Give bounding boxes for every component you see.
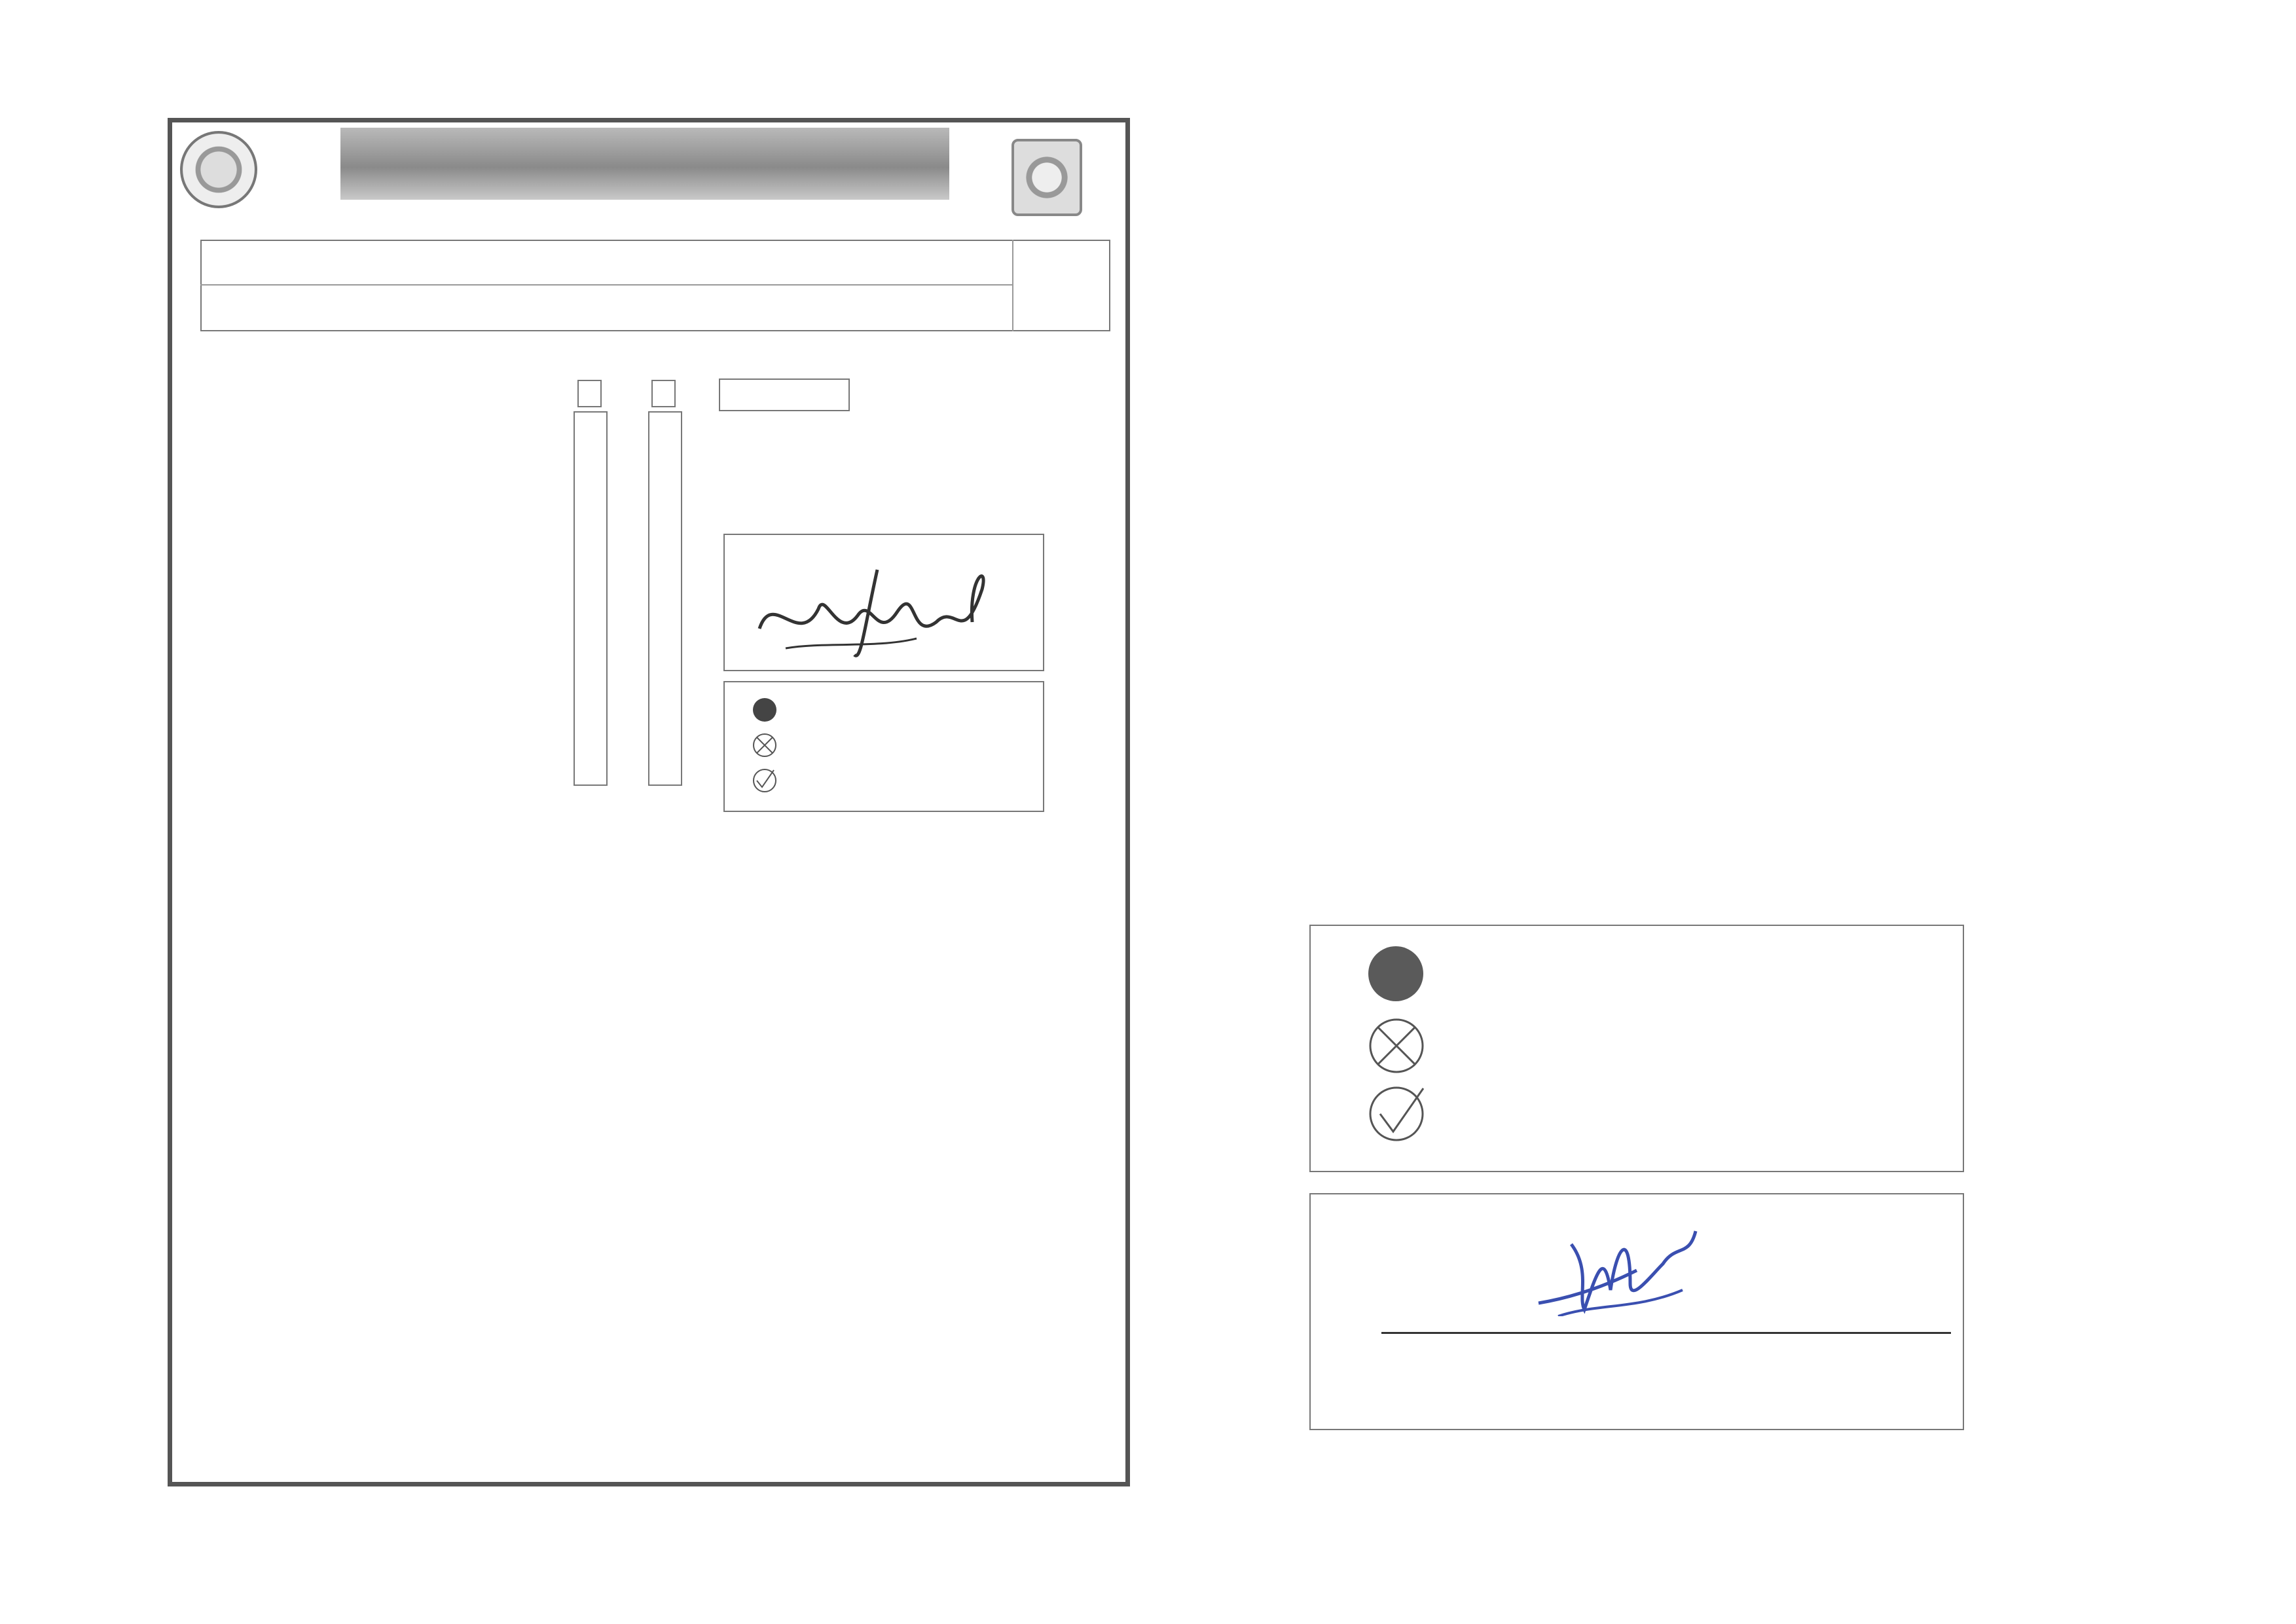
divider: [200, 284, 1012, 286]
student-signature-icon: [1532, 1205, 1715, 1316]
nivel-value-box: [719, 378, 850, 411]
filled-bubble-icon: [1368, 946, 1423, 1001]
header-banner: [340, 128, 949, 200]
sec-value-box: [651, 380, 676, 407]
ugel-emblem-icon: [1011, 139, 1082, 216]
checked-bubble-icon: [752, 767, 778, 794]
crossed-bubble-icon: [1367, 1016, 1426, 1075]
checked-bubble-icon: [1367, 1084, 1426, 1143]
filled-bubble-icon: [753, 698, 776, 722]
teacher-signature-icon: [746, 550, 1021, 668]
grado-column: [574, 411, 608, 786]
divider: [1012, 240, 1013, 331]
student-info-box: [200, 240, 1110, 331]
region-logo-icon: [180, 131, 257, 208]
signature-line: [1381, 1332, 1951, 1334]
grado-value-box: [577, 380, 602, 407]
crossed-bubble-icon: [752, 732, 778, 758]
sec-column: [648, 411, 682, 786]
